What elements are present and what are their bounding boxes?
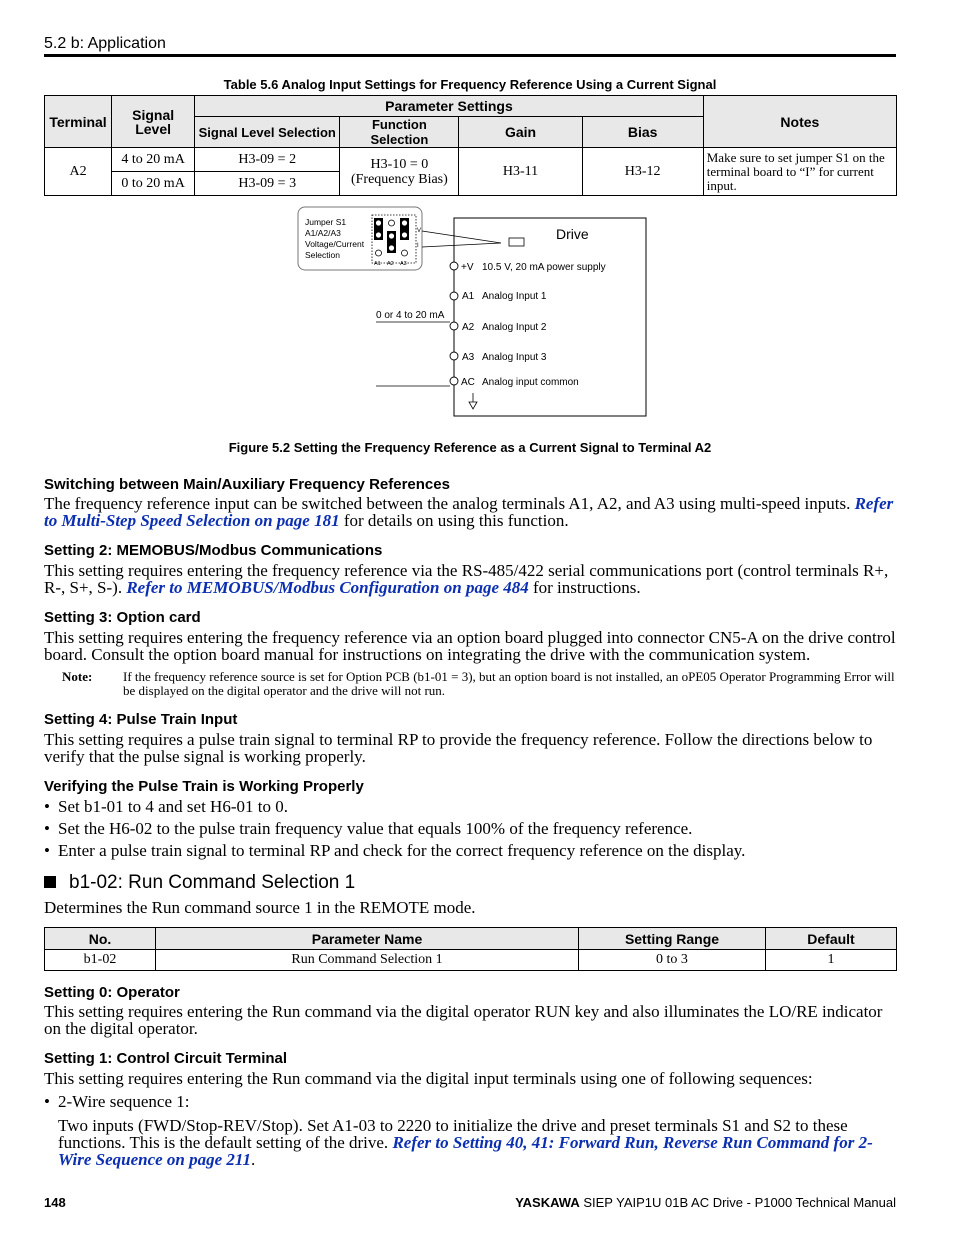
jumper-line-4: Selection <box>305 250 340 260</box>
para-option-card: This setting requires entering the frequency reference via an option board plugged into connector CN5-A on the drive control board. Consult the option board manual for instructions on integrating the drive with the communication system. <box>44 628 896 664</box>
cell-gain: H3-11 <box>459 148 582 196</box>
bullet-item: • 2-Wire sequence 1: <box>44 1092 190 1111</box>
cell-default: 1 <box>766 950 897 971</box>
analog-input-table <box>44 95 897 196</box>
footer-brand: YASKAWA <box>515 1195 580 1210</box>
heading-verify-pulse: Verifying the Pulse Train is Working Properly <box>44 778 364 795</box>
link-2-wire-sequence[interactable]: Refer to Setting 40, 41: Forward Run, Reverse Run Command for 2-Wire Sequence on page 211 <box>58 1133 873 1169</box>
para-operator: This setting requires entering the Run command via the digital operator RUN key and also illuminates the LO/RE indicator on the digital operator. <box>44 1002 883 1038</box>
terminal-ac-icon <box>450 377 458 385</box>
col-bias: Bias <box>582 117 703 148</box>
terminal-ac-name: AC <box>461 377 475 388</box>
terminal-a1-desc: Analog Input 1 <box>482 291 547 302</box>
col-notes: Notes <box>703 96 896 148</box>
wiring-diagram <box>290 205 660 425</box>
heading-b1-02-text: b1-02: Run Command Selection 1 <box>69 872 356 893</box>
heading-option-card: Setting 3: Option card <box>44 609 201 626</box>
para-2-wire-tail: . <box>250 1150 256 1169</box>
terminal-v-icon <box>450 262 458 270</box>
cell-selection-2: H3-09 = 3 <box>195 172 340 196</box>
para-pulse-train: This setting requires a pulse train signal to terminal RP to provide the frequency reference. Follow the directions below to verify that the pulse signal is working properly. <box>44 730 873 766</box>
col-function-selection: Function Selection <box>340 117 459 148</box>
footer-title <box>515 1195 896 1210</box>
para-control-circuit: This setting requires entering the Run command via the digital input terminals using one of following sequences: <box>44 1069 813 1088</box>
terminal-a3-desc: Analog Input 3 <box>482 352 547 363</box>
terminal-v-name: +V <box>461 262 474 273</box>
bullet-text: Enter a pulse train signal to terminal RP and check for the correct frequency reference on the display. <box>58 841 746 860</box>
jumper-i-label: I <box>417 243 419 249</box>
terminal-a3-name: A3 <box>462 352 475 363</box>
col-setting-range: Setting Range <box>579 928 766 950</box>
jumper-line-1: Jumper S1 <box>305 217 347 227</box>
page-number: 148 <box>44 1195 66 1210</box>
heading-control-circuit: Setting 1: Control Circuit Terminal <box>44 1050 288 1067</box>
para-switching-tail: for details on using this function. <box>339 511 569 530</box>
col-signal-level: Signal Level <box>112 96 195 148</box>
terminal-ac-desc: Analog input common <box>482 377 579 388</box>
terminal-a1-icon <box>450 292 458 300</box>
heading-pulse-train: Setting 4: Pulse Train Input <box>44 711 238 728</box>
para-switching-text: The frequency reference input can be switched between the analog terminals A1, A2, and A3 using multi-speed inputs. <box>44 494 855 513</box>
para-b1-02-intro: Determines the Run command source 1 in the REMOTE mode. <box>44 898 476 917</box>
ground-icon <box>469 393 477 409</box>
bullet-item: • Enter a pulse train signal to terminal RP and check for the correct frequency reference on the display. <box>44 841 746 860</box>
jumper-col-a1: A1 <box>374 261 381 267</box>
heading-operator: Setting 0: Operator <box>44 984 180 1001</box>
jumper-col-a3: A3 <box>400 261 407 267</box>
col-default: Default <box>766 928 897 950</box>
signal-label: 0 or 4 to 20 mA <box>376 310 445 321</box>
link-multi-step-speed[interactable]: Refer to Multi-Step Speed Selection on page 181 <box>44 494 894 530</box>
function-line-2: (Frequency Bias) <box>350 171 448 187</box>
note-label: Note: <box>62 669 93 684</box>
jumper-col-a2: A2 <box>387 261 394 267</box>
cell-selection-1: H3-09 = 2 <box>195 148 340 172</box>
heading-switching: Switching between Main/Auxiliary Frequency References <box>44 476 450 493</box>
col-terminal: Terminal <box>45 96 112 148</box>
footer-manual-title: SIEP YAIP1U 01B AC Drive - P1000 Technical Manual <box>579 1195 896 1210</box>
jumper-line-3: Voltage/Current <box>305 239 365 249</box>
jumper-v-label: V <box>417 228 422 234</box>
note-text: If the frequency reference source is set for Option PCB (b1-01 = 3), but an option board is not installed, an oPE05 Operator Programming Error will be displayed on the digital operator and the drive will not run. <box>123 669 895 698</box>
function-line-1: H3-10 = 0 <box>370 156 429 172</box>
col-parameter-name: Parameter Name <box>156 928 579 950</box>
bullet-text: Set the H6-02 to the pulse train frequency value that equals 100% of the frequency reference. <box>58 819 693 838</box>
para-switching <box>44 495 898 529</box>
heading-memobus: Setting 2: MEMOBUS/Modbus Communications <box>44 542 383 559</box>
header-rule <box>44 54 896 57</box>
cell-level-1: 4 to 20 mA <box>112 148 195 172</box>
bullet-item: • Set the H6-02 to the pulse train frequency value that equals 100% of the frequency reference. <box>44 819 693 838</box>
para-2-wire-text: Two inputs (FWD/Stop-REV/Stop). Set A1-03 to 2220 to initialize the drive and preset terminals S1 and S2 to these functions. This is the default setting of the drive. <box>58 1116 848 1152</box>
terminal-a2-desc: Analog Input 2 <box>482 322 547 333</box>
para-memobus <box>44 562 898 596</box>
col-signal-level-selection: Signal Level Selection <box>195 117 340 148</box>
bullet-text: 2-Wire sequence 1: <box>58 1092 190 1111</box>
col-gain: Gain <box>459 117 582 148</box>
para-memobus-text: This setting requires entering the frequency reference via the RS-485/422 serial communications port (control terminals R+, R-, S+, S-). <box>44 561 889 597</box>
terminal-a2-icon <box>450 322 458 330</box>
section-header: 5.2 b: Application <box>44 35 166 52</box>
heading-b1-02 <box>44 872 355 894</box>
b1-02-table <box>44 927 897 971</box>
square-bullet-icon <box>44 876 56 888</box>
link-memobus-config[interactable]: Refer to MEMOBUS/Modbus Configuration on page 484 <box>126 578 529 597</box>
para-2-wire <box>58 1117 894 1168</box>
terminal-a1-name: A1 <box>462 291 475 302</box>
col-param-settings: Parameter Settings <box>195 96 704 117</box>
cell-bias: H3-12 <box>582 148 703 196</box>
cell-notes: Make sure to set jumper S1 on the terminal board to “I” for current input. <box>703 148 896 196</box>
terminal-a2-name: A2 <box>462 322 475 333</box>
cell-setting-range: 0 to 3 <box>579 950 766 971</box>
cell-parameter-name: Run Command Selection 1 <box>156 950 579 971</box>
bullet-item: • Set b1-01 to 4 and set H6-01 to 0. <box>44 797 288 816</box>
para-memobus-tail: for instructions. <box>528 578 641 597</box>
bullet-text: Set b1-01 to 4 and set H6-01 to 0. <box>58 797 288 816</box>
cell-level-2: 0 to 20 mA <box>112 172 195 196</box>
jumper-s1-icon <box>509 238 524 246</box>
jumper-line-2: A1/A2/A3 <box>305 228 341 238</box>
col-no: No. <box>45 928 156 950</box>
drive-label: Drive <box>556 226 589 242</box>
table-caption: Table 5.6 Analog Input Settings for Frequency Reference Using a Current Signal <box>223 77 717 92</box>
terminal-a3-icon <box>450 352 458 360</box>
cell-function <box>340 148 459 196</box>
note-option-card <box>62 670 898 700</box>
cell-terminal: A2 <box>45 148 112 196</box>
terminal-v-desc: 10.5 V, 20 mA power supply <box>482 262 606 273</box>
figure-caption: Figure 5.2 Setting the Frequency Reference as a Current Signal to Terminal A2 <box>228 440 712 455</box>
cell-no: b1-02 <box>45 950 156 971</box>
